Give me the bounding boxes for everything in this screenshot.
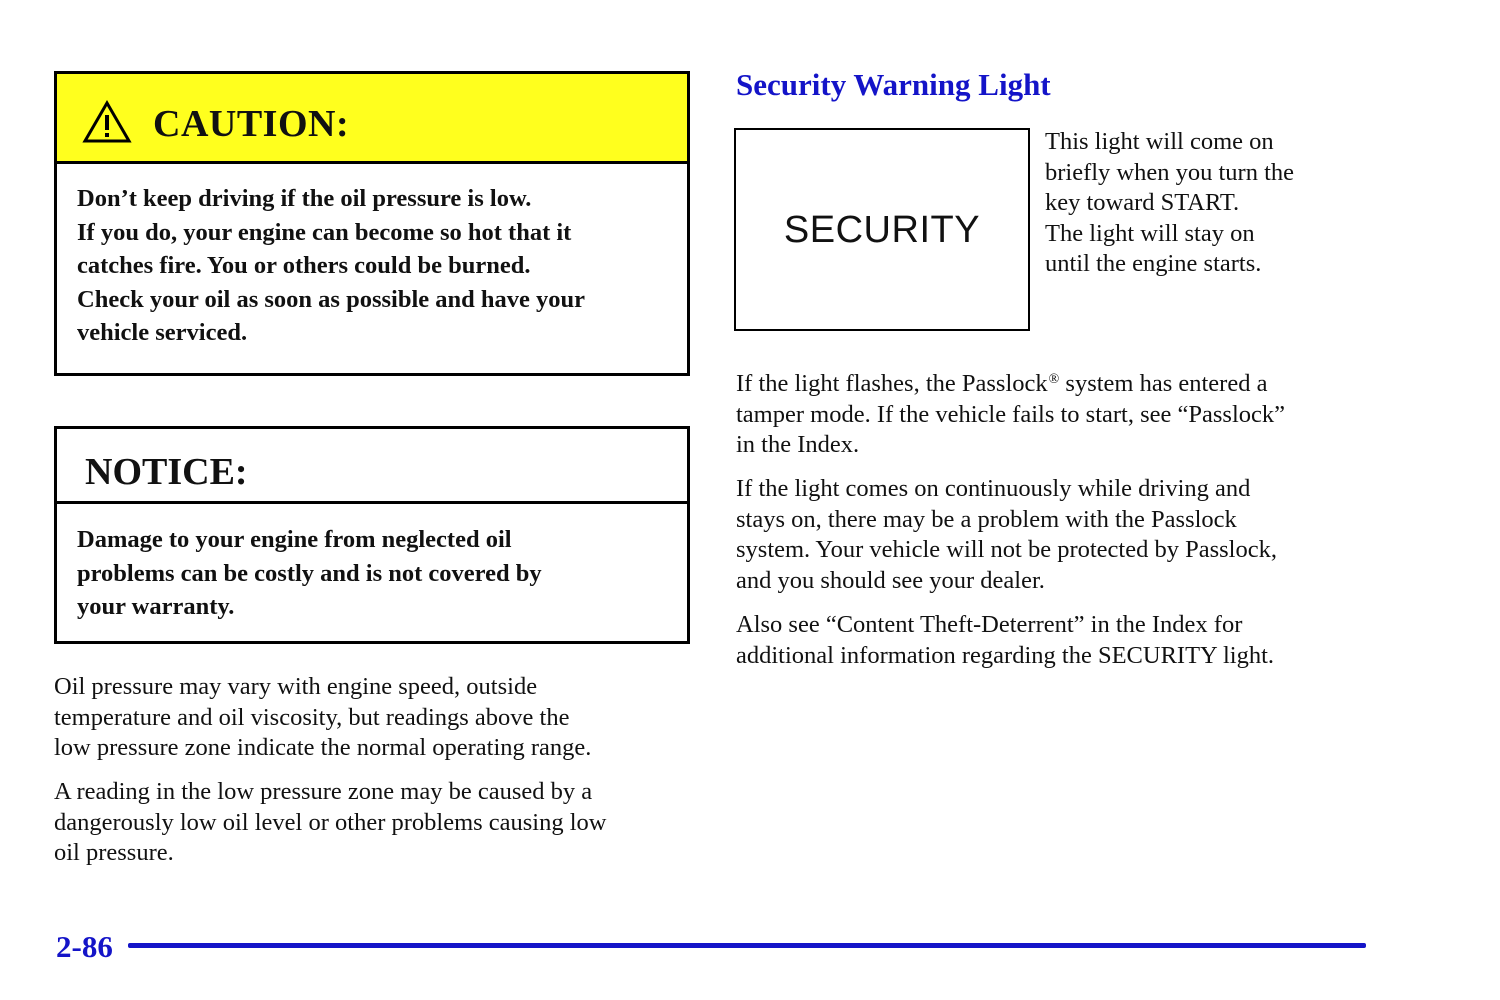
notice-box xyxy=(54,426,690,644)
notice-header xyxy=(57,429,687,504)
caution-line: catches fire. You or others could be burned. xyxy=(77,252,531,279)
paragraph-line: low pressure zone indicate the normal operating range. xyxy=(54,734,592,761)
footer-rule xyxy=(128,943,1366,948)
caution-line: Check your oil as soon as possible and have your xyxy=(77,285,586,313)
paragraph-line: and you should see your dealer. xyxy=(736,566,1045,594)
caution-line: vehicle serviced. xyxy=(77,319,248,346)
description-line: briefly when you turn the xyxy=(1045,158,1295,186)
paragraph-line: stays on, there may be a problem with the Passlock xyxy=(736,505,1237,533)
oil-pressure-paragraph xyxy=(54,672,591,764)
passlock-problem-paragraph xyxy=(736,474,1277,596)
paragraph-line: Also see “Content Theft-Deterrent” in the Index for xyxy=(736,611,1243,638)
passlock-flash-paragraph xyxy=(736,369,1285,461)
paragraph-line xyxy=(736,369,1285,400)
description-line: The light will stay on xyxy=(1045,219,1255,247)
description-line: until the engine starts. xyxy=(1045,250,1262,277)
caution-box xyxy=(54,71,690,376)
registered-mark: ® xyxy=(1048,372,1060,387)
paragraph-line: additional information regarding the SECURITY light. xyxy=(736,641,1274,669)
notice-title: NOTICE: xyxy=(85,451,248,493)
description-line: key toward START. xyxy=(1045,189,1240,216)
notice-line: your warranty. xyxy=(77,593,235,620)
paragraph-line: dangerously low oil level or other problems causing low xyxy=(54,808,607,836)
paragraph-line: system. Your vehicle will not be protected by Passlock, xyxy=(736,536,1277,563)
caution-line: Don’t keep driving if the oil pressure is low. xyxy=(77,185,532,212)
paragraph-line: tamper mode. If the vehicle fails to start, see “Passlock” xyxy=(736,400,1286,428)
paragraph-line: oil pressure. xyxy=(54,839,174,866)
page-number: 2-86 xyxy=(56,929,113,964)
notice-text xyxy=(77,523,667,624)
paragraph-line: A reading in the low pressure zone may be caused by a xyxy=(54,778,593,805)
low-pressure-paragraph xyxy=(54,777,607,869)
caution-text xyxy=(77,182,667,350)
caution-title: CAUTION: xyxy=(153,103,350,145)
paragraph-line: in the Index. xyxy=(736,431,860,458)
security-light-description xyxy=(1045,127,1294,280)
security-indicator-label: SECURITY xyxy=(783,209,981,251)
warning-triangle-icon xyxy=(82,100,132,144)
notice-line: problems can be costly and is not covered by xyxy=(77,559,542,587)
security-indicator-light xyxy=(734,128,1030,331)
caution-header xyxy=(57,74,687,164)
paragraph-text: If the light flashes, the Passlock xyxy=(736,370,1048,397)
notice-line: Damage to your engine from neglected oil xyxy=(77,526,512,553)
description-line: This light will come on xyxy=(1045,128,1274,155)
paragraph-line: If the light comes on continuously while driving and xyxy=(736,475,1251,502)
paragraph-line: Oil pressure may vary with engine speed, outside xyxy=(54,673,538,700)
see-also-paragraph xyxy=(736,610,1274,671)
paragraph-line: temperature and oil viscosity, but readings above the xyxy=(54,703,570,731)
paragraph-text: system has entered a xyxy=(1059,370,1268,397)
section-heading: Security Warning Light xyxy=(736,67,1051,102)
caution-line: If you do, your engine can become so hot that it xyxy=(77,218,572,246)
